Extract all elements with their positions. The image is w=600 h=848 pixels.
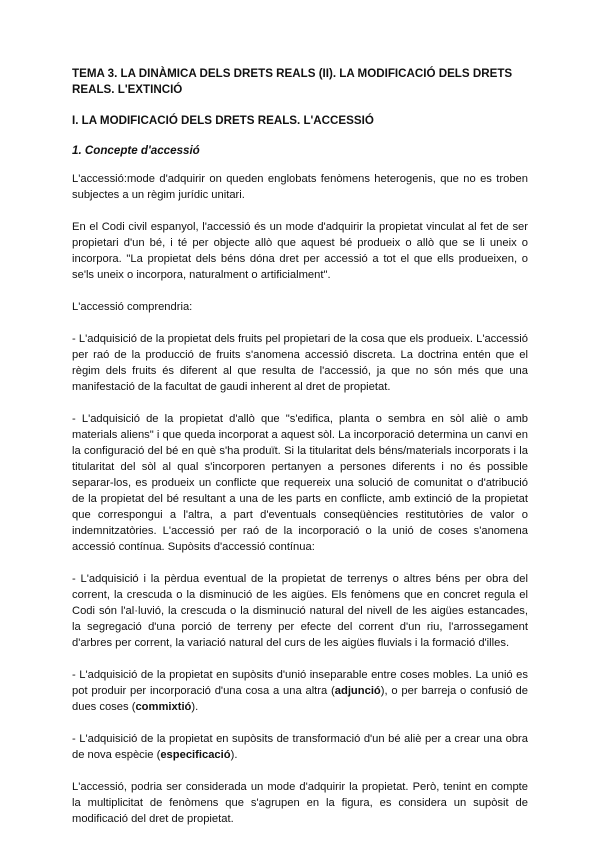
paragraph-comprendria: L'accessió comprendria: <box>72 301 193 313</box>
section-heading: I. LA MODIFICACIÓ DELS DRETS REALS. L'ACCESSIÓ <box>72 114 374 127</box>
text-segment: ). <box>230 749 238 761</box>
paragraph-especificacio <box>72 731 528 763</box>
text-segment: - L'adquisició de la propietat en supòsits d'unió inseparable entre coses mobles. La unió es pot produir per incorporació d'una cosa a una altra ( <box>72 669 528 697</box>
text-segment: ). <box>191 701 199 713</box>
text-segment: - L'adquisició de la propietat en supòsits de transformació d'un bé aliè per a crear una obra de nova espècie ( <box>72 733 528 761</box>
document-title: TEMA 3. LA DINÀMICA DELS DRETS REALS (II). LA MODIFICACIÓ DELS DRETS REALS. L'EXTINCIÓ <box>72 67 513 96</box>
paragraph-codi-civil: En el Codi civil espanyol, l'accessió és un mode d'adquirir la propietat vinculat al fet de ser propietari d'un bé, i té per objecte allò que aquest bé produeix o allò que se li uneix o incorpora. "La propietat dels béns dóna dret per accessió a tot el que ells produeixen, o se'ls uneix o incorpora, naturalment o artificialment". <box>72 221 528 281</box>
paragraph-conclusion: L'accessió, podria ser considerada un mode d'adquirir la propietat. Però, tenint en compte la multiplicitat de fenòmens que s'agrupen en la figura, es considera un supòsit de modificació del dret de propietat. <box>72 781 528 825</box>
paragraph-coses-mobles <box>72 667 528 715</box>
term-commixtio: commixtió <box>135 701 192 713</box>
text-segment: ), o per barreja o confusió de dues coses ( <box>72 685 528 713</box>
paragraph-fruits: - L'adquisició de la propietat dels fruits pel propietari de la cosa que els produeix. L'accessió per raó de la producció de fruits s'anomena accessió discreta. La doctrina entén que el règim dels fruits és diferent al que resulta de l'accessió, ja que no són més que una manifestació de la facultat de gaudi inherent al dret de propietat. <box>72 333 528 393</box>
paragraph-aigues: - L'adquisició i la pèrdua eventual de la propietat de terrenys o altres béns per obra del corrent, la crescuda o la disminució de les aigües. Els fenòmens que en concret regula el Codi són l'al·luvió, la crescuda o la disminució natural del nivell de les aigües estancades, la segregació d'una porció de terreny per efecte del corrent d'un riu, l'arrossegament d'arbres per corrent, la variació natural del curs de les aigües fluvials i la formació d'illes. <box>72 573 528 649</box>
document-page <box>72 66 528 843</box>
subsection-heading: 1. Concepte d'accessió <box>72 144 200 157</box>
paragraph-definition: L'accessió:mode d'adquirir on queden englobats fenòmens heterogenis, que no es troben subjectes a un règim jurídic unitari. <box>72 173 528 201</box>
term-especificacio: especificació <box>160 749 231 761</box>
term-adjuncio: adjunció <box>334 685 381 697</box>
paragraph-accessio-continua: - L'adquisició de la propietat d'allò que "s'edifica, planta o sembra en sòl aliè o amb materials aliens" i que queda incorporat a aquest sòl. La incorporació determina un canvi en la configuració del bé en què s'ha produït. Si la titularitat dels béns/materials incorporats i la titularitat del sòl al qual s'incorporen pertanyen a persones diferents i no és possible separar-los, es produeix un conflicte que requereix una solució de comunitat o d'atribució de la propietat del bé resultant a una de les parts en conflicte, amb extinció de la propietat que correspongui a l'altra, a part d'eventuals conseqüències restitutòries de valor o indemnitzatòries. L'accessió per raó de la incorporació o la unió de coses s'anomena accessió contínua. Supòsits d'accessió contínua: <box>72 413 528 553</box>
